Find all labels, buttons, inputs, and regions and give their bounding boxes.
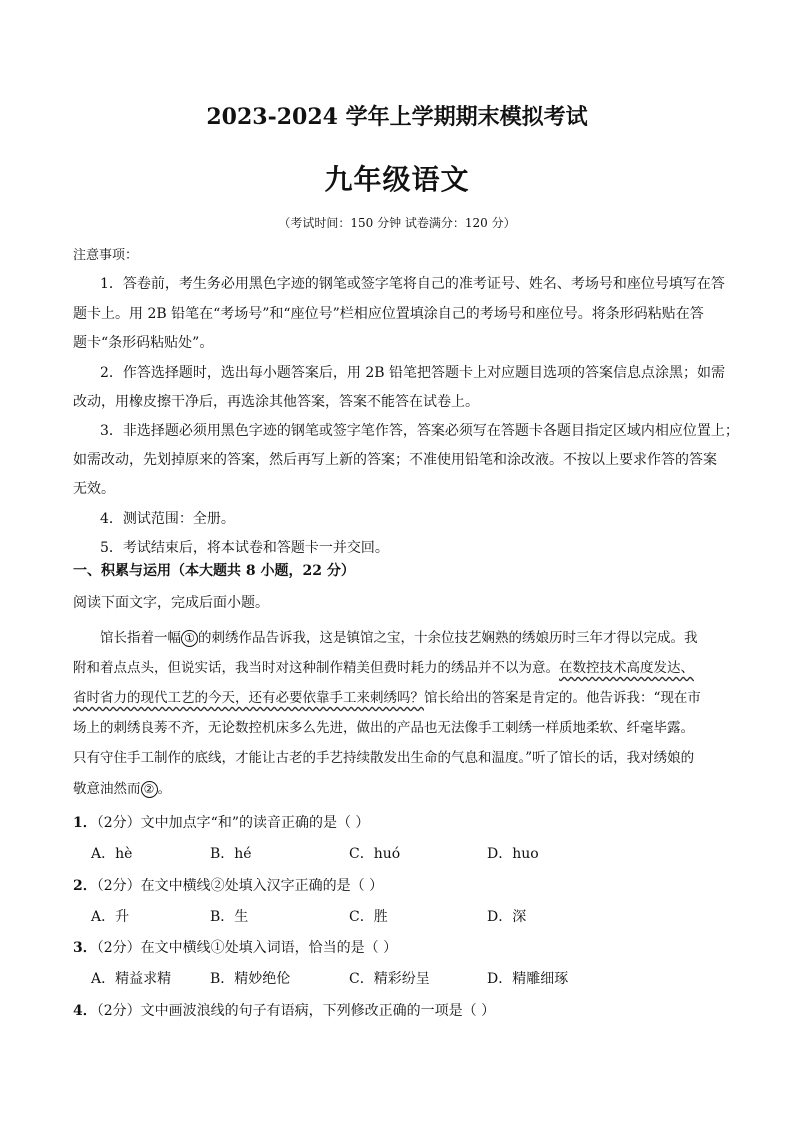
option-b[interactable]: B．hé <box>210 846 252 862</box>
notice-line: 题卡上。用 2B 铅笔在“考场号”和“座位号”栏相应位置填涂自己的考场号和座位号。将条形码粘贴在答 <box>73 306 704 322</box>
option-d[interactable]: D．深 <box>487 909 527 925</box>
option-c[interactable]: C．huó <box>349 846 401 862</box>
wavy-underlined-sentence: 省时省力的现代工艺的今天，还有必要依靠手工来刺绣吗？ <box>73 690 424 706</box>
question-1 <box>73 812 369 832</box>
question-3 <box>73 937 397 957</box>
option-d[interactable]: D．huo <box>487 846 539 862</box>
question-2 <box>73 875 383 895</box>
passage-line-6 <box>73 777 171 798</box>
notice-heading: 注意事项： <box>73 248 139 263</box>
notice-line: 4．测试范围：全册。 <box>100 511 235 527</box>
subject-title: 九年级语文 <box>324 163 470 196</box>
passage-line-1 <box>100 626 698 647</box>
option-b[interactable]: B．精妙绝伦 <box>210 971 291 987</box>
notice-line: 题卡“条形码粘贴处”。 <box>73 335 214 351</box>
option-a[interactable]: A．升 <box>91 909 130 925</box>
notice-line: 如需改动，先划掉原来的答案，然后再写上新的答案；不准使用铅笔和涂改液。不按以上要求作答的答案 <box>73 452 717 468</box>
question-stem: （2分）文中加点字“和”的读音正确的是（ ） <box>96 815 370 831</box>
option-c[interactable]: C．胜 <box>349 909 388 925</box>
question-stem: （2分）文中画波浪线的句子有语病，下列修改正确的一项是（ ） <box>96 1003 496 1019</box>
exam-title: 2023-2024 学年上学期期末模拟考试 <box>206 104 588 130</box>
option-c[interactable]: C．精彩纷呈 <box>349 971 430 987</box>
option-a[interactable]: A．hè <box>91 846 133 862</box>
passage-line-3 <box>73 686 701 706</box>
notice-line: 5．考试结束后，将本试卷和答题卡一并交回。 <box>100 540 389 556</box>
question-stem: （2分）在文中横线②处填入汉字正确的是（ ） <box>96 878 384 894</box>
blank-marker-2: ② <box>141 781 158 798</box>
wavy-underlined-sentence: 在数控技术高度发达、 <box>559 660 694 676</box>
question-number: 4． <box>73 1003 97 1019</box>
notice-line: 改动，用橡皮擦干净后，再选涂其他答案，答案不能答在试卷上。 <box>73 394 479 410</box>
passage-line-4: 场上的刺绣良莠不齐，无论数控机床多么先进，做出的产品也无法像手工刺绣一样质地柔软、纤毫毕露。 <box>73 720 694 736</box>
passage-line-5: 只有守住手工制作的底线，才能让古老的手艺持续散发出生命的气息和温度。”听了馆长的话，我对绣娘的 <box>73 750 695 766</box>
question-number: 2． <box>73 878 97 894</box>
passage-text: 馆长指着一幅 <box>100 630 181 646</box>
section-heading: 一、积累与运用（本大题共 8 小题，22 分） <box>73 563 355 579</box>
question-stem: （2分）在文中横线①处填入词语，恰当的是（ ） <box>96 940 398 956</box>
blank-marker-1: ① <box>181 630 198 647</box>
passage-text: 的刺绣作品告诉我，这是镇馆之宝，十余位技艺娴熟的绣娘历时三年才得以完成。我 <box>198 630 698 646</box>
passage-text: 敬意油然而 <box>73 781 141 797</box>
notice-line: 3．非选择题必须用黑色字迹的钢笔或签字笔作答，答案必须写在答题卡各题目指定区域内相应位置上； <box>100 423 739 439</box>
option-a[interactable]: A．精益求精 <box>91 971 172 987</box>
passage-text: 。 <box>157 781 171 797</box>
option-d[interactable]: D．精雕细琢 <box>487 971 569 987</box>
notice-line: 1．答卷前，考生务必用黑色字迹的钢笔或签字笔将自己的准考证号、姓名、考场号和座位号填写在答 <box>100 276 725 292</box>
notice-line: 2．作答选择题时，选出每小题答案后，用 2B 铅笔把答题卡上对应题目选项的答案信息点涂黑；如需 <box>100 365 726 381</box>
option-b[interactable]: B．生 <box>210 909 249 925</box>
notice-line: 无效。 <box>73 481 115 497</box>
passage-line-2 <box>73 656 694 676</box>
question-number: 1． <box>73 815 97 831</box>
passage-text: 附和着点点头，但说实话，我当时对这种制作精美但费时耗力的绣品并不以为意。 <box>73 660 559 676</box>
question-number: 3． <box>73 940 97 956</box>
exam-info: （考试时间：150 分钟 试卷满分：120 分） <box>278 216 516 230</box>
question-4 <box>73 1000 495 1020</box>
reading-instruction: 阅读下面文字，完成后面小题。 <box>73 595 269 611</box>
passage-text: 馆长给出的答案是肯定的。他告诉我：“现在市 <box>424 690 701 706</box>
